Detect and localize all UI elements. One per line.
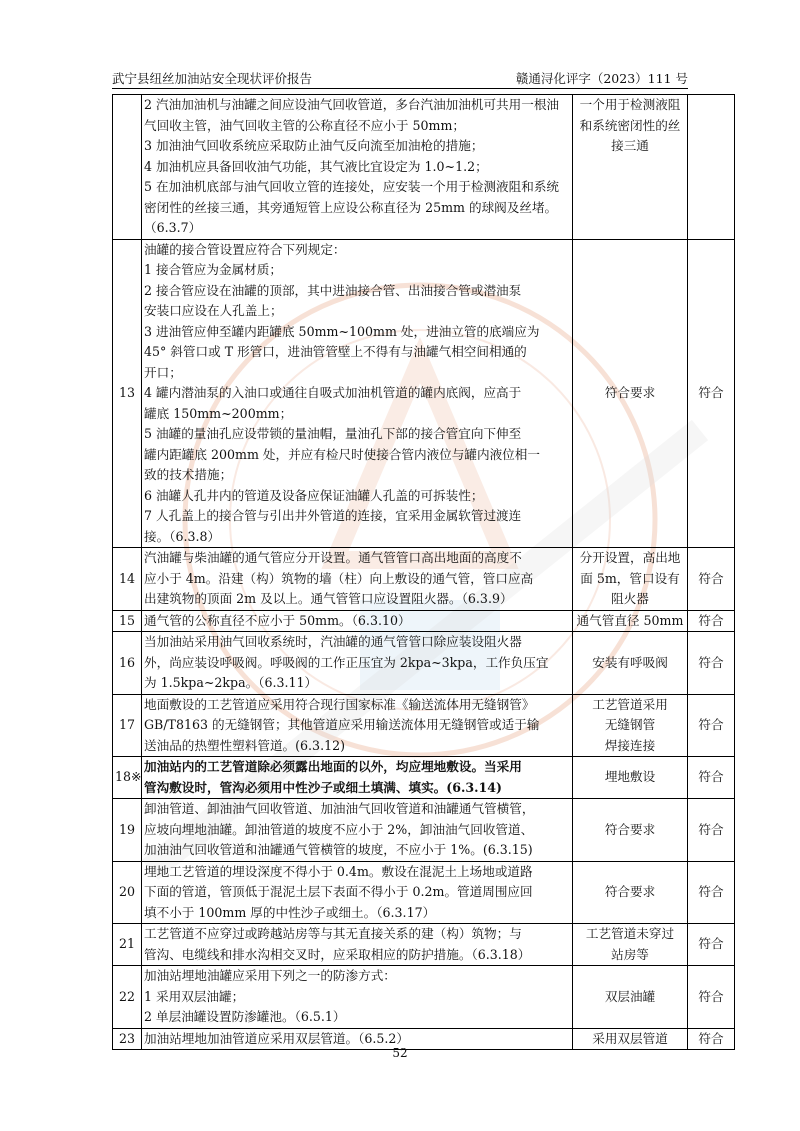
requirement-text (142, 632, 573, 695)
requirement-line: 填不小于 100mm 厚的中性沙子或细土。（6.3.17） (144, 904, 436, 920)
table-row (113, 694, 735, 757)
requirement-line: 气回收主管，油气回收主管的公称直径不应小于 50mm； (144, 117, 465, 133)
requirement-line: 管沟敷设时，管沟必须用中性沙子或细土填满、填实。(6.3.14) (144, 779, 502, 795)
conformity-result: 符合 (688, 632, 735, 695)
situation-line: 接三通 (611, 138, 649, 153)
item-number: 19 (113, 799, 142, 862)
table-row (113, 95, 735, 240)
requirement-line: 加油站埋地加油管道应采用双层管道。（6.5.2） (144, 1030, 410, 1046)
situation-line: 符合要求 (604, 821, 656, 837)
requirement-line: 通气管的公称直径不应小于 50mm。（6.3.10） (144, 612, 411, 628)
requirement-line: 当加油站采用油气回收系统时，汽油罐的通气管管口除应装设阻火器 (144, 634, 522, 649)
requirement-line: 1 接合管应为金属材质； (144, 262, 282, 277)
situation-line: 采用双层管道 (592, 1030, 668, 1046)
conformity-result (688, 95, 735, 240)
actual-situation (573, 799, 688, 862)
requirement-text (142, 966, 573, 1029)
requirement-line: 罐底 150mm~200mm； (144, 405, 293, 421)
requirement-line: 加油站埋地油罐应采用下列之一的防渗方式： (144, 968, 396, 983)
requirement-line: 罐内距罐底 200mm 处，并应有检尺时使接合管内液位与罐内液位相一 (144, 446, 540, 462)
requirement-line: 7 人孔盖上的接合管与引出井外管道的连接，宜采用金属软管过渡连 (144, 508, 522, 523)
actual-situation (573, 924, 688, 966)
conformity-result: 符合 (688, 694, 735, 757)
item-number: 18※ (113, 757, 142, 799)
situation-line: 符合要求 (604, 385, 656, 400)
requirement-line: 出建筑物的顶面 2m 及以上。通气管管口应设置阻火器。（6.3.9） (144, 591, 513, 606)
actual-situation (573, 757, 688, 799)
actual-situation (573, 239, 688, 548)
table-row (113, 548, 735, 611)
situation-line: 工艺管道未穿过 (585, 926, 675, 941)
situation-line: 和系统密闭性的丝 (579, 117, 681, 133)
item-number: 16 (113, 632, 142, 695)
requirement-text (142, 95, 573, 240)
situation-line: 工艺管道采用 (592, 696, 668, 712)
requirement-text (142, 799, 573, 862)
table-row (113, 966, 735, 1029)
requirement-line: （6.3.7） (144, 220, 202, 235)
actual-situation (573, 632, 688, 695)
conformity-result: 符合 (688, 1028, 735, 1050)
requirement-line: 为 1.5kpa~2kpa。（6.3.11） (144, 675, 318, 690)
requirement-line: 管沟、电缆线和排水沟相交叉时，应采取相应的防护措施。（6.3.18） (144, 946, 531, 962)
situation-line: 焊接连接 (604, 737, 656, 753)
situation-line: 安装有呼吸阀 (592, 654, 668, 670)
item-number: 22 (113, 966, 142, 1029)
requirement-line: 地面敷设的工艺管道应采用符合现行国家标准《输送流体用无缝钢管》 (144, 696, 535, 712)
item-number: 21 (113, 924, 142, 966)
conformity-result: 符合 (688, 239, 735, 548)
requirement-line: 3 进油管应伸至罐内距罐底 50mm~100mm 处，进油立管的底端应为 (144, 323, 540, 339)
situation-line: 符合要求 (604, 884, 656, 899)
actual-situation (573, 548, 688, 611)
conformity-result: 符合 (688, 610, 735, 632)
requirement-text (142, 548, 573, 611)
situation-line: 站房等 (611, 946, 649, 962)
requirement-text (142, 757, 573, 799)
requirement-line: 埋地工艺管道的埋设深度不得小于 0.4m。敷设在混泥土上场地或道路 (144, 863, 533, 879)
requirement-text (142, 694, 573, 757)
actual-situation (573, 861, 688, 924)
requirement-line: 5 在加油机底部与油气回收立管的连接处，应安装一个用于检测液阻和系统 (144, 179, 560, 194)
table-row (113, 861, 735, 924)
item-number: 14 (113, 548, 142, 611)
requirement-line: 卸油管道、卸油油气回收管道、加油油气回收管道和油罐通气管横管， (144, 801, 535, 816)
conformity-result: 符合 (688, 548, 735, 611)
actual-situation (573, 694, 688, 757)
requirement-line: 4 加油机应具备回收油气功能，其气液比宜设定为 1.0~1.2； (144, 158, 488, 174)
situation-line: 阻火器 (611, 591, 649, 606)
requirement-line: 5 油罐的量油孔应设带锁的量油帽，量油孔下部的接合管宜向下伸至 (144, 426, 522, 441)
actual-situation (573, 95, 688, 240)
conformity-result: 符合 (688, 861, 735, 924)
situation-line: 面 5m，管口设有 (580, 570, 680, 586)
page-header (112, 66, 688, 89)
report-number: 赣通浔化评字（2023）111 号 (515, 71, 688, 86)
requirement-line: GB/T8163 的无缝钢管；其他管道应采用输送流体用无缝钢管或适于输 (144, 717, 540, 732)
requirement-line: 接。（6.3.8） (144, 528, 221, 544)
requirement-line: 安装口应设在人孔盖上； (144, 303, 283, 318)
conformity-result: 符合 (688, 799, 735, 862)
table-row (113, 757, 735, 799)
item-number: 20 (113, 861, 142, 924)
situation-line: 埋地敷设 (604, 769, 656, 785)
requirement-text (142, 610, 573, 632)
requirement-line: 2 接合管应设在油罐的顶部，其中进油接合管、出油接合管或潜油泵 (144, 282, 522, 298)
table-row (113, 239, 735, 548)
evaluation-table (112, 94, 735, 1050)
requirement-line: 下面的管道，管顶低于混泥土层下表面不得小于 0.2m。管道周围应回 (144, 884, 533, 899)
item-number: 23 (113, 1028, 142, 1050)
requirement-line: 应坡向埋地油罐。卸油管道的坡度不应小于 2%，卸油油气回收管道、 (144, 821, 534, 837)
conformity-result: 符合 (688, 966, 735, 1029)
item-number: 15 (113, 610, 142, 632)
requirement-line: 2 汽油加油机与油罐之间应设油气回收管道，多台汽油加油机可共用一根油 (144, 97, 560, 112)
requirement-line: 工艺管道不应穿过或跨越站房等与其无直接关系的建（构）筑物；与 (144, 926, 522, 941)
conformity-result: 符合 (688, 757, 735, 799)
table-row (113, 799, 735, 862)
requirement-line: 致的技术措施； (144, 467, 233, 482)
requirement-line: 2 单层油罐设置防渗罐池。（6.5.1） (144, 1009, 346, 1024)
page-number: 52 (392, 1046, 408, 1060)
table-row (113, 632, 735, 695)
actual-situation (573, 610, 688, 632)
requirement-line: 加油站内的工艺管道除必须露出地面的以外，均应埋地敷设。当采用 (144, 759, 522, 774)
situation-line: 通气管直径 50mm (576, 612, 684, 628)
requirement-line: 密闭性的丝接三通，其旁通短管上应设公称直径为 25mm 的球阀及丝堵。 (144, 199, 558, 215)
requirement-line: 1 采用双层油罐； (144, 988, 245, 1004)
requirement-text (142, 239, 573, 548)
item-number (113, 95, 142, 240)
requirement-line: 应小于 4m。沿建（构）筑物的墙（柱）向上敷设的通气管，管口应高 (144, 570, 534, 586)
item-number: 13 (113, 239, 142, 548)
requirement-line: 外，尚应装设呼吸阀。呼吸阀的工作正压宜为 2kpa~3kpa，工作负压宜 (144, 654, 549, 670)
situation-line: 一个用于检测液阻 (579, 97, 681, 112)
conformity-result: 符合 (688, 924, 735, 966)
requirement-text (142, 861, 573, 924)
requirement-line: 送油品的热塑性塑料管道。(6.3.12) (144, 737, 346, 753)
requirement-line: 开口； (144, 364, 182, 380)
item-number: 17 (113, 694, 142, 757)
actual-situation (573, 966, 688, 1029)
table-row (113, 610, 735, 632)
requirement-line: 汽油罐与柴油罐的通气管应分开设置。通气管管口高出地面的高度不 (144, 550, 522, 565)
requirement-line: 45° 斜管口或 T 形管口，进油管管壁上不得有与油罐气相空间相通的 (144, 344, 527, 359)
situation-line: 无缝钢管 (604, 717, 656, 732)
requirement-line: 3 加油油气回收系统应采取防止油气反向流至加油枪的措施； (144, 138, 484, 153)
requirement-line: 6 油罐人孔井内的管道及设备应保证油罐人孔盖的可拆装性； (144, 487, 484, 503)
report-title: 武宁县纽丝加油站安全现状评价报告 (112, 71, 313, 86)
situation-line: 分开设置，高出地 (579, 550, 681, 565)
table-row (113, 924, 735, 966)
requirement-text (142, 924, 573, 966)
requirement-line: 油罐的接合管设置应符合下列规定： (144, 241, 346, 257)
requirement-line: 4 罐内潜油泵的入油口或通往自吸式加油机管道的罐内底阀，应高于 (144, 385, 522, 400)
situation-line: 双层油罐 (604, 988, 656, 1004)
requirement-line: 加油油气回收管道和油罐通气管横管的坡度，不应小于 1%。(6.3.15) (144, 842, 533, 857)
